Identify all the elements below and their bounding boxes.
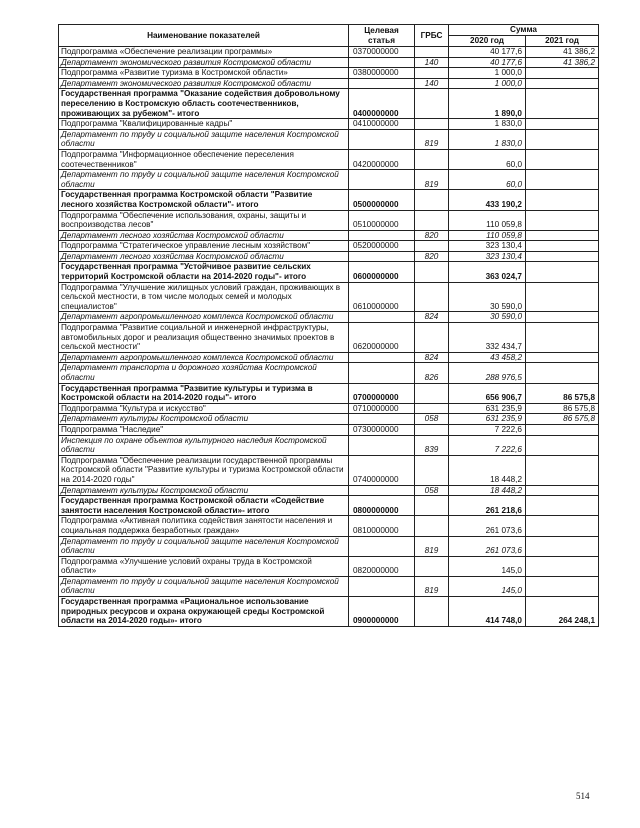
table-row xyxy=(59,78,599,89)
row-name: Государственная программа «Рациональное использование природных ресурсов и охрана окружающей среды Костромской области на 2014-2020 годы»- итого xyxy=(59,597,349,627)
row-name: Государственная программа Костромской области «Содействие занятости населения Костромской области»- итого xyxy=(59,496,349,516)
row-grbs: 819 xyxy=(415,170,449,190)
row-target-article: 0500000000 xyxy=(349,190,415,210)
page-number: 514 xyxy=(576,791,590,801)
row-sum-2021 xyxy=(526,536,599,556)
row-sum-2020: 288 976,5 xyxy=(449,363,526,383)
table-row xyxy=(59,57,599,68)
row-sum-2021 xyxy=(526,78,599,89)
table-row xyxy=(59,119,599,130)
row-sum-2020: 1 830,0 xyxy=(449,129,526,149)
row-target-article xyxy=(349,251,415,262)
row-target-article: 0400000000 xyxy=(349,89,415,119)
row-sum-2020: 7 222,6 xyxy=(449,435,526,455)
row-name: Департамент агропромышленного комплекса Костромской области xyxy=(59,352,349,363)
row-sum-2021 xyxy=(526,516,599,536)
row-name: Департамент экономического развития Костромской области xyxy=(59,78,349,89)
row-sum-2021 xyxy=(526,496,599,516)
table-row xyxy=(59,455,599,485)
row-sum-2020: 1 890,0 xyxy=(449,89,526,119)
row-name: Подпрограмма "Обеспечение реализации государственной программы Костромской области "Развитие культуры и туризма Костромской области на 2014-2020 годы" xyxy=(59,455,349,485)
row-target-article xyxy=(349,414,415,425)
header-name: Наименование показателей xyxy=(59,25,349,47)
row-sum-2020: 18 448,2 xyxy=(449,455,526,485)
row-name: Государственная программа "Устойчивое развитие сельских территорий Костромской области на 2014-2020 годы"- итого xyxy=(59,262,349,282)
row-sum-2021 xyxy=(526,576,599,596)
table-row xyxy=(59,149,599,169)
row-sum-2020: 631 235,9 xyxy=(449,414,526,425)
table-row xyxy=(59,516,599,536)
table-row xyxy=(59,68,599,79)
row-target-article: 0600000000 xyxy=(349,262,415,282)
row-grbs xyxy=(415,190,449,210)
row-target-article xyxy=(349,536,415,556)
row-grbs: 140 xyxy=(415,57,449,68)
row-sum-2021 xyxy=(526,363,599,383)
row-sum-2020: 631 235,9 xyxy=(449,403,526,414)
row-sum-2020: 145,0 xyxy=(449,556,526,576)
row-target-article: 0410000000 xyxy=(349,119,415,130)
header-year-2021: 2021 год xyxy=(526,36,599,47)
row-name: Департамент по труду и социальной защите населения Костромской области xyxy=(59,129,349,149)
row-sum-2020: 414 748,0 xyxy=(449,597,526,627)
table-body xyxy=(59,47,599,627)
row-grbs xyxy=(415,323,449,353)
row-name: Подпрограмма "Улучшение жилищных условий граждан, проживающих в сельской местности, в том числе молодых семей и молодых специалистов" xyxy=(59,282,349,312)
table-row xyxy=(59,363,599,383)
row-target-article: 0380000000 xyxy=(349,68,415,79)
row-sum-2020: 323 130,4 xyxy=(449,251,526,262)
row-sum-2020: 363 024,7 xyxy=(449,262,526,282)
row-grbs: 058 xyxy=(415,485,449,496)
row-grbs xyxy=(415,556,449,576)
row-sum-2021 xyxy=(526,170,599,190)
row-target-article xyxy=(349,57,415,68)
row-target-article: 0520000000 xyxy=(349,241,415,252)
table-row xyxy=(59,170,599,190)
row-grbs xyxy=(415,241,449,252)
row-target-article: 0740000000 xyxy=(349,455,415,485)
table-row xyxy=(59,435,599,455)
table-row xyxy=(59,556,599,576)
row-grbs xyxy=(415,149,449,169)
row-sum-2020: 60,0 xyxy=(449,149,526,169)
row-target-article: 0420000000 xyxy=(349,149,415,169)
row-grbs: 820 xyxy=(415,251,449,262)
row-name: Подпрограмма «Обеспечение реализации программы» xyxy=(59,47,349,58)
row-name: Департамент по труду и социальной защите населения Костромской области xyxy=(59,576,349,596)
row-target-article: 0620000000 xyxy=(349,323,415,353)
row-name: Департамент по труду и социальной защите населения Костромской области xyxy=(59,536,349,556)
row-target-article xyxy=(349,485,415,496)
row-target-article: 0800000000 xyxy=(349,496,415,516)
row-sum-2021 xyxy=(526,352,599,363)
table-row xyxy=(59,262,599,282)
row-name: Подпрограмма "Культура и искусство" xyxy=(59,403,349,414)
row-name: Подпрограмма "Квалифицированные кадры" xyxy=(59,119,349,130)
row-name: Департамент лесного хозяйства Костромской области xyxy=(59,251,349,262)
row-target-article: 0510000000 xyxy=(349,210,415,230)
table-row xyxy=(59,210,599,230)
row-sum-2021 xyxy=(526,190,599,210)
row-sum-2021 xyxy=(526,556,599,576)
row-name: Инспекция по охране объектов культурного наследия Костромской области xyxy=(59,435,349,455)
row-grbs: 820 xyxy=(415,230,449,241)
row-name: Департамент культуры Костромской области xyxy=(59,414,349,425)
row-target-article xyxy=(349,352,415,363)
row-sum-2020: 7 222,6 xyxy=(449,424,526,435)
row-name: Подпрограмма "Развитие социальной и инженерной инфраструктуры, автомобильных дорог и реализация общественно значимых проектов в сельской местности" xyxy=(59,323,349,353)
row-sum-2021: 41 386,2 xyxy=(526,57,599,68)
row-sum-2020: 145,0 xyxy=(449,576,526,596)
table-row xyxy=(59,576,599,596)
row-sum-2020: 1 830,0 xyxy=(449,119,526,130)
row-target-article: 0710000000 xyxy=(349,403,415,414)
row-name: Подпрограмма "Стратегическое управление лесным хозяйством" xyxy=(59,241,349,252)
row-sum-2020: 1 000,0 xyxy=(449,78,526,89)
table-row xyxy=(59,536,599,556)
table-row xyxy=(59,424,599,435)
row-sum-2021 xyxy=(526,312,599,323)
row-target-article xyxy=(349,230,415,241)
row-name: Подпрограмма «Развитие туризма в Костромской области» xyxy=(59,68,349,79)
row-name: Департамент культуры Костромской области xyxy=(59,485,349,496)
row-target-article xyxy=(349,435,415,455)
row-name: Государственная программа "Развитие культуры и туризма в Костромской области на 2014-2020 годы"- итого xyxy=(59,383,349,403)
table-row xyxy=(59,323,599,353)
row-grbs xyxy=(415,455,449,485)
table-row xyxy=(59,485,599,496)
row-sum-2021 xyxy=(526,485,599,496)
table-row xyxy=(59,230,599,241)
row-sum-2021 xyxy=(526,424,599,435)
row-sum-2020: 656 906,7 xyxy=(449,383,526,403)
table-row xyxy=(59,312,599,323)
row-sum-2021 xyxy=(526,282,599,312)
row-name: Государственная программа "Оказание содействия добровольному переселению в Костромскую область соотечественников, проживающих за рубежом"- итого xyxy=(59,89,349,119)
table-row xyxy=(59,89,599,119)
row-grbs xyxy=(415,403,449,414)
row-sum-2020: 332 434,7 xyxy=(449,323,526,353)
row-sum-2021: 86 575,8 xyxy=(526,414,599,425)
row-grbs xyxy=(415,282,449,312)
row-grbs: 839 xyxy=(415,435,449,455)
row-sum-2021 xyxy=(526,455,599,485)
budget-table xyxy=(58,24,599,627)
row-sum-2021 xyxy=(526,241,599,252)
row-sum-2021 xyxy=(526,210,599,230)
row-grbs: 824 xyxy=(415,352,449,363)
row-grbs xyxy=(415,262,449,282)
row-target-article xyxy=(349,363,415,383)
row-target-article xyxy=(349,129,415,149)
row-sum-2021: 264 248,1 xyxy=(526,597,599,627)
row-grbs: 819 xyxy=(415,576,449,596)
row-sum-2020: 40 177,6 xyxy=(449,47,526,58)
row-name: Департамент лесного хозяйства Костромской области xyxy=(59,230,349,241)
row-name: Департамент по труду и социальной защите населения Костромской области xyxy=(59,170,349,190)
table-row xyxy=(59,190,599,210)
row-name: Департамент транспорта и дорожного хозяйства Костромской области xyxy=(59,363,349,383)
row-sum-2021 xyxy=(526,68,599,79)
row-sum-2021 xyxy=(526,251,599,262)
row-grbs: 826 xyxy=(415,363,449,383)
row-grbs: 819 xyxy=(415,536,449,556)
header-year-2020: 2020 год xyxy=(449,36,526,47)
row-name: Подпрограмма «Улучшение условий охраны труда в Костромской области» xyxy=(59,556,349,576)
row-grbs xyxy=(415,119,449,130)
header-grbs: ГРБС xyxy=(415,25,449,47)
row-sum-2020: 261 073,6 xyxy=(449,516,526,536)
table-row xyxy=(59,383,599,403)
row-grbs xyxy=(415,68,449,79)
row-sum-2021 xyxy=(526,149,599,169)
table-row xyxy=(59,47,599,58)
row-target-article xyxy=(349,576,415,596)
row-target-article: 0700000000 xyxy=(349,383,415,403)
row-target-article: 0810000000 xyxy=(349,516,415,536)
row-sum-2020: 110 059,8 xyxy=(449,230,526,241)
table-row xyxy=(59,241,599,252)
row-grbs: 819 xyxy=(415,129,449,149)
row-sum-2020: 323 130,4 xyxy=(449,241,526,252)
row-sum-2021 xyxy=(526,323,599,353)
row-sum-2021 xyxy=(526,129,599,149)
row-grbs xyxy=(415,89,449,119)
row-sum-2021 xyxy=(526,230,599,241)
row-sum-2021 xyxy=(526,262,599,282)
row-sum-2020: 40 177,6 xyxy=(449,57,526,68)
row-grbs: 140 xyxy=(415,78,449,89)
row-target-article xyxy=(349,170,415,190)
row-grbs xyxy=(415,424,449,435)
row-name: Подпрограмма "Обеспечение использования, охраны, защиты и воспроизводства лесов" xyxy=(59,210,349,230)
row-sum-2020: 433 190,2 xyxy=(449,190,526,210)
row-target-article: 0730000000 xyxy=(349,424,415,435)
row-grbs xyxy=(415,516,449,536)
row-name: Государственная программа Костромской области "Развитие лесного хозяйства Костромской области"- итого xyxy=(59,190,349,210)
table-row xyxy=(59,403,599,414)
table-row xyxy=(59,251,599,262)
row-grbs xyxy=(415,383,449,403)
budget-table-sheet xyxy=(58,24,598,627)
table-row xyxy=(59,352,599,363)
row-target-article: 0900000000 xyxy=(349,597,415,627)
table-row xyxy=(59,414,599,425)
row-name: Департамент экономического развития Костромской области xyxy=(59,57,349,68)
row-name: Подпрограмма "Наследие" xyxy=(59,424,349,435)
table-row xyxy=(59,129,599,149)
row-sum-2020: 43 458,2 xyxy=(449,352,526,363)
table-row xyxy=(59,496,599,516)
row-sum-2021: 86 575,8 xyxy=(526,403,599,414)
header-target-article: Целевая статья xyxy=(349,25,415,47)
header-sum: Сумма xyxy=(449,25,599,36)
row-sum-2020: 261 218,6 xyxy=(449,496,526,516)
row-sum-2020: 110 059,8 xyxy=(449,210,526,230)
row-sum-2021 xyxy=(526,119,599,130)
row-sum-2020: 30 590,0 xyxy=(449,312,526,323)
table-row xyxy=(59,282,599,312)
row-grbs: 824 xyxy=(415,312,449,323)
row-grbs: 058 xyxy=(415,414,449,425)
row-sum-2020: 60,0 xyxy=(449,170,526,190)
row-target-article xyxy=(349,312,415,323)
row-sum-2021 xyxy=(526,89,599,119)
row-sum-2020: 30 590,0 xyxy=(449,282,526,312)
row-sum-2020: 1 000,0 xyxy=(449,68,526,79)
row-target-article: 0370000000 xyxy=(349,47,415,58)
table-row xyxy=(59,597,599,627)
row-target-article: 0820000000 xyxy=(349,556,415,576)
row-name: Департамент агропромышленного комплекса Костромской области xyxy=(59,312,349,323)
row-grbs xyxy=(415,496,449,516)
row-grbs xyxy=(415,47,449,58)
row-name: Подпрограмма «Активная политика содействия занятости населения и социальная поддержка безработных граждан» xyxy=(59,516,349,536)
row-target-article: 0610000000 xyxy=(349,282,415,312)
row-sum-2021 xyxy=(526,435,599,455)
row-sum-2021: 41 386,2 xyxy=(526,47,599,58)
row-grbs xyxy=(415,597,449,627)
row-name: Подпрограмма "Информационное обеспечение переселения соотечественников" xyxy=(59,149,349,169)
row-sum-2021: 86 575,8 xyxy=(526,383,599,403)
row-target-article xyxy=(349,78,415,89)
row-sum-2020: 18 448,2 xyxy=(449,485,526,496)
row-sum-2020: 261 073,6 xyxy=(449,536,526,556)
row-grbs xyxy=(415,210,449,230)
